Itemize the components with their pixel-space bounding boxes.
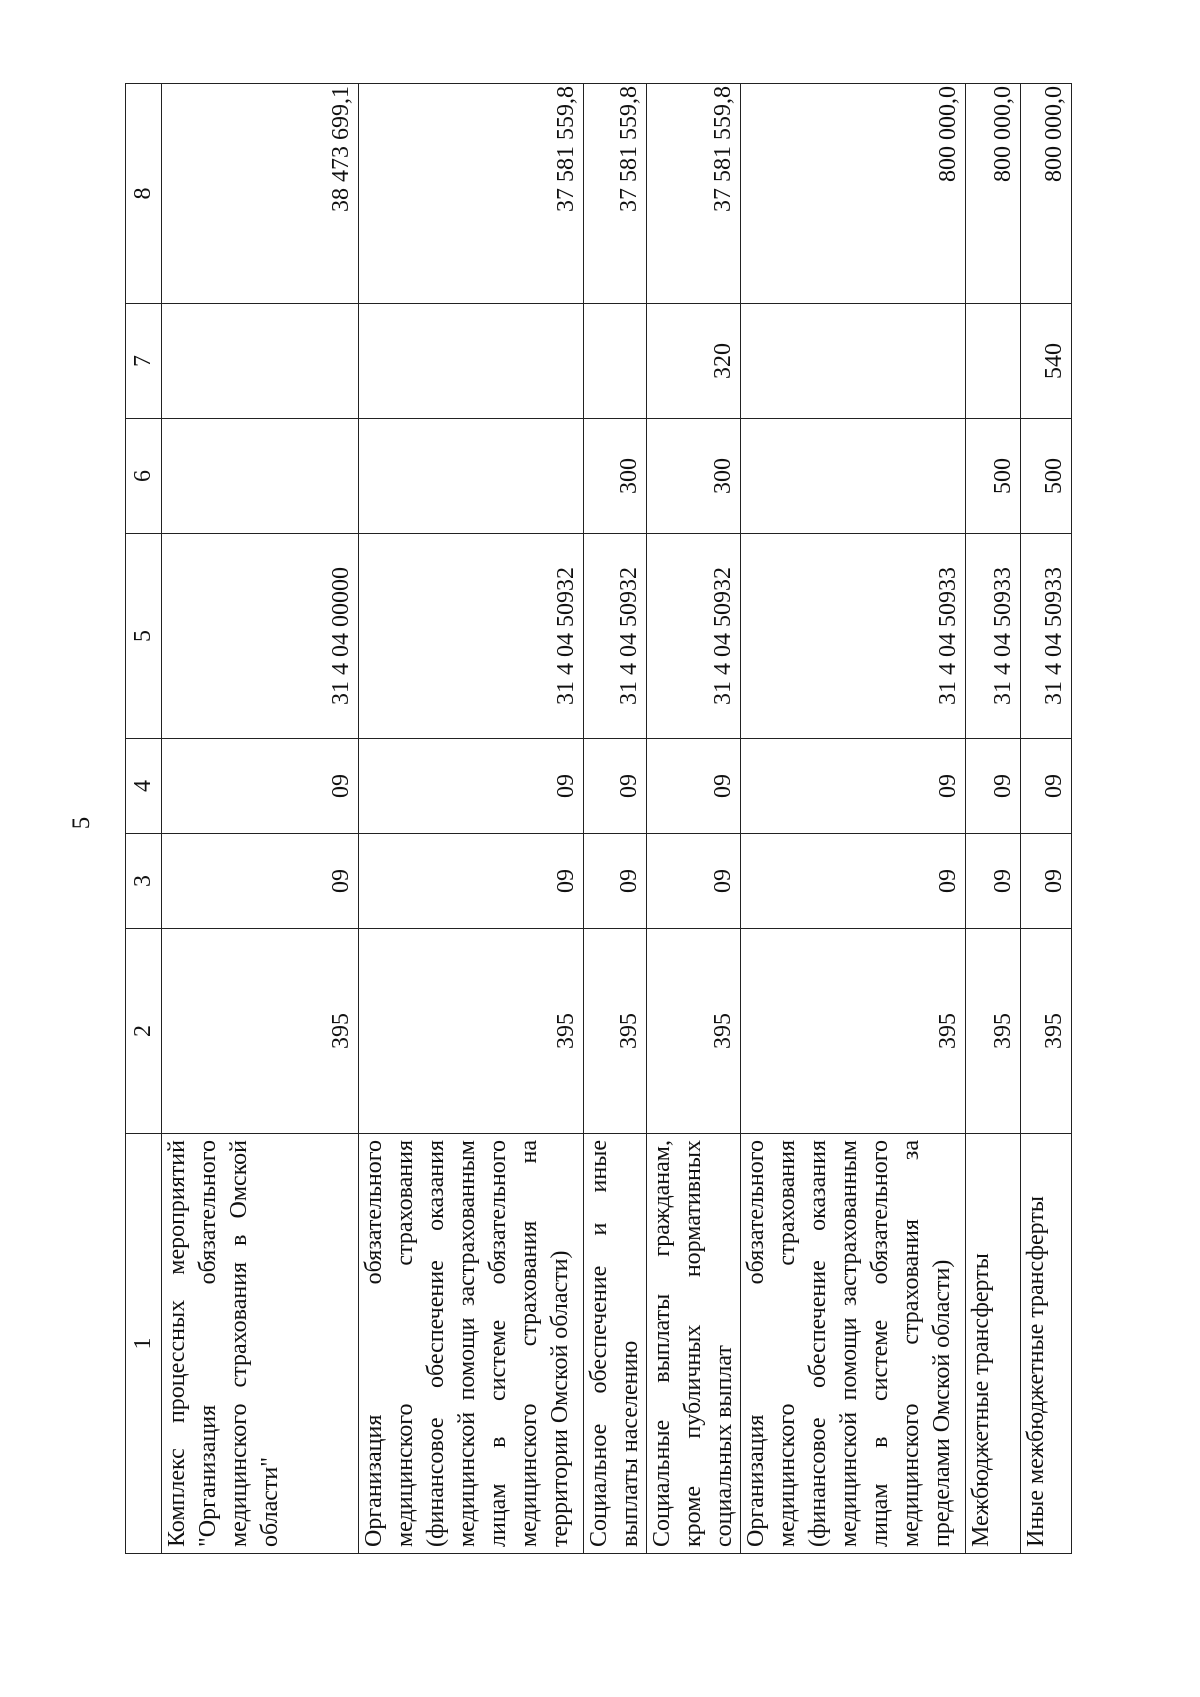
cell-c6: 500	[1021, 419, 1072, 534]
cell-c3: 09	[741, 834, 966, 929]
cell-c6	[162, 419, 359, 534]
cell-c2: 395	[1021, 929, 1072, 1134]
cell-amount: 37 581 559,8	[647, 84, 741, 304]
cell-c3: 09	[1021, 834, 1072, 929]
cell-c4: 09	[1021, 739, 1072, 834]
header-cell: 3	[126, 834, 162, 929]
cell-c5: 31 4 04 50932	[359, 534, 584, 739]
header-cell: 4	[126, 739, 162, 834]
table-row	[359, 84, 584, 1554]
cell-c7: 540	[1021, 304, 1072, 419]
cell-c7	[966, 304, 1021, 419]
cell-c7	[162, 304, 359, 419]
cell-c4: 09	[741, 739, 966, 834]
cell-amount: 38 473 699,1	[162, 84, 359, 304]
cell-c2: 395	[359, 929, 584, 1134]
header-cell: 2	[126, 929, 162, 1134]
table-row	[584, 84, 647, 1554]
cell-c5: 31 4 04 50933	[741, 534, 966, 739]
cell-c2: 395	[741, 929, 966, 1134]
cell-c6	[359, 419, 584, 534]
item-name: Социальные выплаты гражданам, кроме публичных нормативных социальных выплат	[647, 1134, 741, 1554]
cell-c2: 395	[584, 929, 647, 1134]
cell-c4: 09	[162, 739, 359, 834]
cell-amount: 800 000,0	[741, 84, 966, 304]
header-cell: 5	[126, 534, 162, 739]
header-cell: 7	[126, 304, 162, 419]
table-row	[647, 84, 741, 1554]
cell-c3: 09	[584, 834, 647, 929]
cell-c3: 09	[966, 834, 1021, 929]
table-row	[966, 84, 1021, 1554]
cell-c4: 09	[647, 739, 741, 834]
cell-c7	[741, 304, 966, 419]
cell-c4: 09	[584, 739, 647, 834]
cell-c5: 31 4 04 50933	[1021, 534, 1072, 739]
cell-amount: 37 581 559,8	[359, 84, 584, 304]
cell-amount: 37 581 559,8	[584, 84, 647, 304]
cell-c2: 395	[647, 929, 741, 1134]
cell-c4: 09	[359, 739, 584, 834]
cell-c6	[741, 419, 966, 534]
table-row	[162, 84, 359, 1554]
cell-c6: 500	[966, 419, 1021, 534]
cell-c5: 31 4 04 00000	[162, 534, 359, 739]
table-row	[1021, 84, 1072, 1554]
item-name: Организация обязательного медицинского страхования (финансовое обеспечение оказания медицинской помощи застрахованным лицам в системе обязательного медицинского страхования на территории Омской области)	[359, 1134, 584, 1554]
cell-c4: 09	[966, 739, 1021, 834]
cell-amount: 800 000,0	[1021, 84, 1072, 304]
item-name: Межбюджетные трансферты	[966, 1134, 1021, 1554]
cell-c2: 395	[966, 929, 1021, 1134]
page-number: 5	[68, 816, 95, 830]
item-name: Социальное обеспечение и иные выплаты населению	[584, 1134, 647, 1554]
item-name: Иные межбюджетные трансферты	[1021, 1134, 1072, 1554]
header-cell: 1	[126, 1134, 162, 1554]
cell-amount: 800 000,0	[966, 84, 1021, 304]
cell-c3: 09	[359, 834, 584, 929]
header-cell: 6	[126, 419, 162, 534]
table-row	[741, 84, 966, 1554]
cell-c5: 31 4 04 50933	[966, 534, 1021, 739]
budget-table	[125, 83, 1072, 1554]
cell-c7	[359, 304, 584, 419]
cell-c6: 300	[647, 419, 741, 534]
header-cell: 8	[126, 84, 162, 304]
header-row	[126, 84, 162, 1554]
cell-c5: 31 4 04 50932	[584, 534, 647, 739]
cell-c6: 300	[584, 419, 647, 534]
cell-c5: 31 4 04 50932	[647, 534, 741, 739]
item-name: Комплекс процессных мероприятий "Организация обязательного медицинского страхования в Омской области"	[162, 1134, 359, 1554]
cell-c3: 09	[647, 834, 741, 929]
cell-c2: 395	[162, 929, 359, 1134]
budget-table-container	[125, 84, 1067, 1554]
cell-c7: 320	[647, 304, 741, 419]
cell-c7	[584, 304, 647, 419]
cell-c3: 09	[162, 834, 359, 929]
item-name: Организация обязательного медицинского страхования (финансовое обеспечение оказания медицинской помощи застрахованным лицам в системе обязательного медицинского страхования за пределами Омской области)	[741, 1134, 966, 1554]
